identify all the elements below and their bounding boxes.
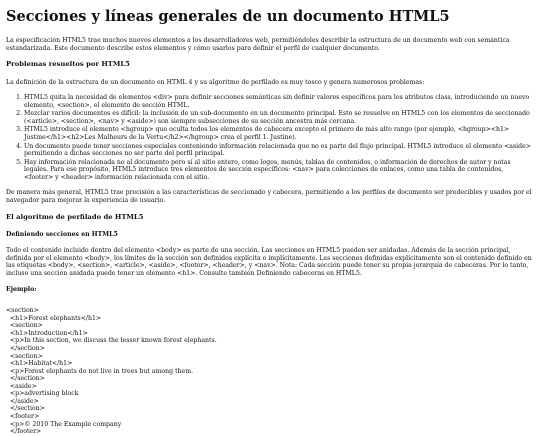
code-line: </footer> — [6, 428, 42, 436]
code-line: <h1>Introduction</h1> — [6, 329, 88, 337]
code-line: </section> — [6, 375, 45, 383]
problem-item: 3. HTML5 introduce el elemento <hgroup> que oculta todos los elementos de cabecera excepto el primero de más alto rango (por ejemplo, <hgroup><h1> Justine</h1><h2>Les Malheurs de la Vertu</h2></hgroup> crea el perfil 1. Justine). — [24, 126, 534, 141]
problem-item: 2. Mezclar varios documentos es difícil: la inclusión de un sub-documento en un documento principal. Esto se resuelve en HTML5 con los elementos de seccionado (<article>, <section>, <nav> y <aside>) son siempre subsecciones de su sección ancestra más cercana. — [24, 110, 534, 125]
summary-paragraph: De manera más general, HTML5 trae precisión a las características de seccionado y cabecera, permitiendo a los perfiles de documento ser predecibles y usados por el navegador para mejorar la experiencia de usuario. — [6, 189, 532, 204]
code-line: </aside> — [6, 397, 39, 405]
problem-item: 5. Hay información relacionada no al documento pero sí al sitio entero, como logos, menús, tablas de contenidos, o información de derechos de autor y notas legales. Para ese propósito, HTML5 introduce tres elementos de sección específicos: <nav> para colecciones de enlaces, como una tabla de contenidos, <footer> y <header> información relacionada con el sitio. — [24, 159, 534, 182]
code-line: <p>In this section, we discuss the lesser known forest elephants. — [6, 337, 217, 345]
code-line: <h1>Habitat</h1> — [6, 360, 73, 368]
code-line: <p>© 2010 The Example company — [6, 420, 122, 428]
code-line: <p>advertising block — [6, 390, 79, 398]
defining-sections-heading: Definiendo secciones en HTML5 — [6, 230, 118, 238]
code-line: </section> — [6, 405, 45, 413]
code-line: <h1>Forest elephants</h1> — [6, 314, 102, 322]
algorithm-heading: El algoritmo de perfilado de HTML5 — [6, 212, 144, 221]
defining-sections-paragraph: Todo el contenido incluido dentro del elemento <body> es parte de una sección. Las secciones en HTML5 pueden ser anidadas. Además de la sección principal, definida por el elemento <body>, los límites de la sección son definidos explícita o implícitamente. Las secciones definidas explícitamente son el contenido definido en las etiquetas <body>, <section>, <article>, <aside>, <footer>, <header>, y <nav>. Nota: Cada sección puede tener su propia jerarquía de cabeceras. Por lo tanto, incluso una sección anidada puede tener un elemento <h1>. Consulte también Definiendo cabeceras en HTML5. — [6, 247, 532, 278]
code-line: </section> — [6, 344, 45, 352]
problem-item: 4. Un documento puede tener secciones especiales conteniendo información relacionada que no es parte del flujo principal. HTML5 introduce el elemento <aside> permitiendo a dichas secciones no ser parte del perfil principal. — [24, 143, 534, 158]
page-title: Secciones y líneas generales de un documento HTML5 — [6, 8, 450, 25]
code-example — [6, 307, 534, 436]
code-line: <section> — [6, 352, 43, 360]
problems-heading: Problemas resueltos por HTML5 — [6, 60, 130, 69]
intro-paragraph: La especificación HTML5 trae muchos nuevos elementos a los desarrolladores web, permitiéndoles describir la estructura de un documento web con semántica estandarizada. Este documento describe estos elementos y cómo usarlos para definir el perfil de cualquier documento. — [6, 37, 510, 52]
code-line: <section> — [6, 322, 43, 330]
code-line: <section> — [6, 307, 39, 315]
code-line: <footer> — [6, 413, 40, 421]
code-line: <aside> — [6, 382, 37, 390]
code-line: <p>Forest elephants do not live in trees but among them. — [6, 367, 194, 375]
example-label: Ejemplo: — [6, 285, 37, 293]
problems-intro: La definición de la estructura de un documento en HTML 4 y su algoritmo de perfilado es muy tosco y genera numerosos problemas: — [6, 78, 425, 86]
problems-list — [6, 94, 534, 181]
problem-item: 1. HTML5 quita la necesidad de elementos <div> para definir secciones semánticas sin definir valores específicos para los atributos class, introduciendo un nuevo elemento, <section>, el elemento de sección HTML. — [24, 94, 534, 109]
